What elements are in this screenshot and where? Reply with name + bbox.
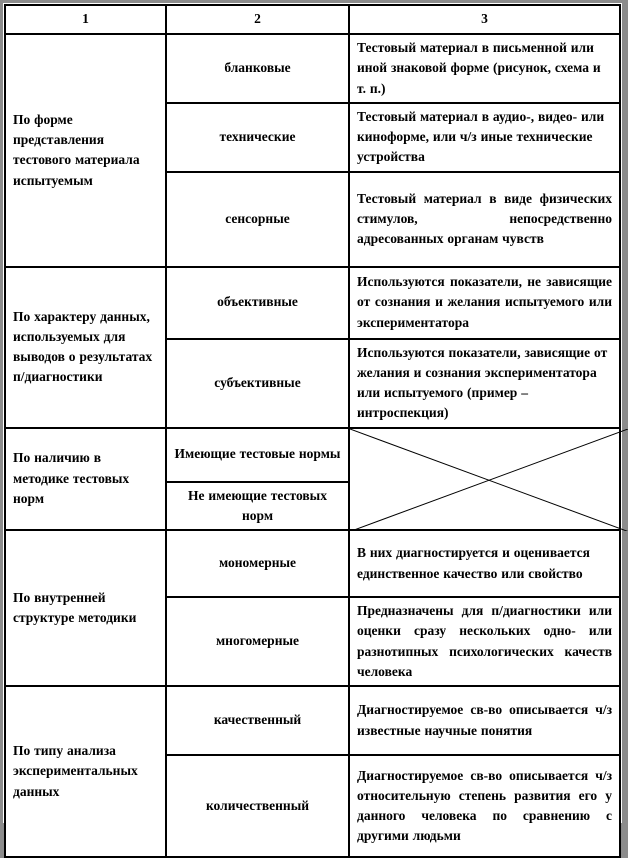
table-header-row [5,5,620,34]
table-row [5,686,620,755]
description-cell: Диагностируемое св-во описывается ч/з относительную степень развития его у данного человека по сравнению с другими людьми [349,755,620,857]
category-cell-form: По форме представления тестового материала испытуемым [5,34,166,267]
classification-table [4,4,621,858]
type-cell: технические [166,103,349,172]
type-cell: бланковые [166,34,349,103]
description-cell: Тестовый материал в письменной или иной знаковой форме (рисунок, схема и т. п.) [349,34,620,103]
type-cell: сенсорные [166,172,349,267]
type-cell: объективные [166,267,349,339]
table-row [5,267,620,339]
diagonal-cross-icon [350,429,628,532]
category-cell-internal-structure: По внутренней структуре методики [5,530,166,686]
description-cell: В них диагностируется и оценивается единственное качество или свойство [349,530,620,597]
column-header-2: 2 [166,5,349,34]
crossed-out-cell [349,428,620,531]
description-cell: Тестовый материал в аудио-, видео- или киноформе, или ч/з иные технические устройства [349,103,620,172]
description-cell: Используются показатели, зависящие от желания и сознания экспериментатора или испытуемого (пример – интроспекция) [349,339,620,428]
document-page [3,3,622,844]
table-row [5,34,620,103]
description-cell: Тестовый материал в виде физических стимулов, непосредственно адресованных органам чувств [349,172,620,267]
table-row [5,530,620,597]
description-cell: Диагностируемое св-во описывается ч/з известные научные понятия [349,686,620,755]
category-cell-analysis-type: По типу анализа экспериментальных данных [5,686,166,857]
type-cell: субъективные [166,339,349,428]
type-cell: количественный [166,755,349,857]
description-cell: Предназначены для п/диагностики или оценки сразу нескольких одно- или разнотипных психологических качеств человека [349,597,620,686]
category-cell-test-norms: По наличию в методике тестовых норм [5,428,166,531]
category-cell-data-character: По характеру данных, используемых для выводов о результатах п/диагностики [5,267,166,428]
table-row [5,428,620,482]
column-header-1: 1 [5,5,166,34]
column-header-3: 3 [349,5,620,34]
description-cell: Используются показатели, не зависящие от сознания и желания испытуемого или экспериментатора [349,267,620,339]
type-cell: мономерные [166,530,349,597]
type-cell: качественный [166,686,349,755]
type-cell: многомерные [166,597,349,686]
type-cell: Имеющие тестовые нормы [166,428,349,482]
type-cell: Не имеющие тестовых норм [166,482,349,531]
